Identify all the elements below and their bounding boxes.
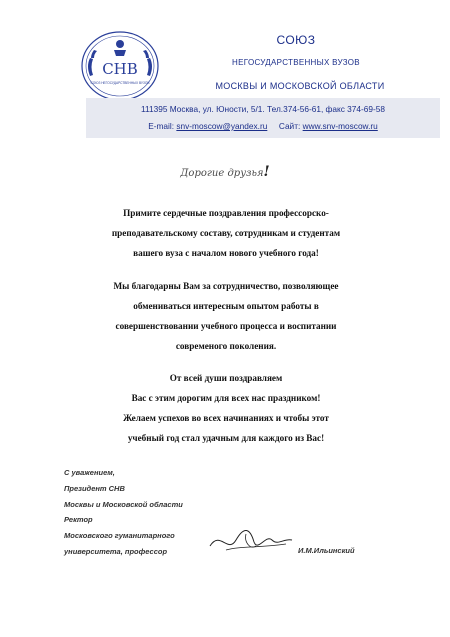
paragraph-line: Примите сердечные поздравления профессорско- (123, 208, 329, 218)
logo-subtitle: СОЮЗ НЕГОСУДАРСТВЕННЫХ ВУЗОВ (90, 81, 150, 85)
paragraph-congratulations (40, 203, 412, 263)
paragraph-line: вашего вуза с началом нового учебного года! (133, 248, 319, 258)
signature-block (64, 465, 183, 560)
signature-line: Президент СНВ (64, 483, 125, 493)
site-label: Сайт: (278, 121, 301, 131)
paragraph-line: Мы благодарны Вам за сотрудничество, позволяющее (113, 281, 339, 291)
signatory-name: И.М.Ильинский (298, 546, 355, 555)
paragraph-line: учебный год стал удачным для каждого из Вас! (127, 433, 325, 443)
signature-line: Московского гуманитарного (64, 531, 175, 541)
paragraph-line: Желаем успехов во всех начинаниях и чтобы этот (123, 413, 329, 423)
org-title-line2: НЕГОСУДАРСТВЕННЫХ ВУЗОВ (232, 58, 360, 67)
signature-line: Ректор (64, 515, 93, 525)
contact-line (86, 121, 440, 131)
signature-line: университета, профессор (64, 546, 168, 556)
site-link[interactable]: www.snv-moscow.ru (302, 121, 378, 131)
greeting-mark: ! (263, 164, 270, 180)
paragraph-line: От всей души поздравляем (169, 373, 283, 383)
paragraph-line: современого поколения. (175, 341, 277, 351)
handwritten-signature (206, 520, 296, 560)
email-label: E-mail: (148, 121, 175, 131)
paragraph-line: обмениваться интересным опытом работы в (133, 301, 319, 311)
greeting-text: Дорогие друзья (180, 168, 264, 179)
greeting (0, 164, 450, 180)
paragraph-wishes (40, 368, 412, 448)
address-line: 111395 Москва, ул. Юности, 5/1. Тел.374-56-61, факс 374-69-58 (141, 104, 385, 114)
paragraph-line: преподавательскому составу, сотрудникам и студентам (111, 228, 341, 238)
union-logo (78, 28, 162, 104)
paragraph-line: совершенствовании учебного процесса и воспитании (115, 321, 337, 331)
paragraph-gratitude (40, 276, 412, 356)
org-title-line1: СОЮЗ (276, 33, 316, 47)
signature-line: Москвы и Московской области (64, 499, 183, 509)
paragraph-line: Вас с этим дорогим для всех нас праздником! (131, 393, 321, 403)
logo-text: СНВ (102, 60, 138, 78)
org-title-line3: МОСКВЫ И МОСКОВСКОЙ ОБЛАСТИ (215, 81, 385, 91)
email-link[interactable]: snv-moscow@yandex.ru (176, 121, 268, 131)
signature-line: С уважением, (64, 468, 115, 477)
